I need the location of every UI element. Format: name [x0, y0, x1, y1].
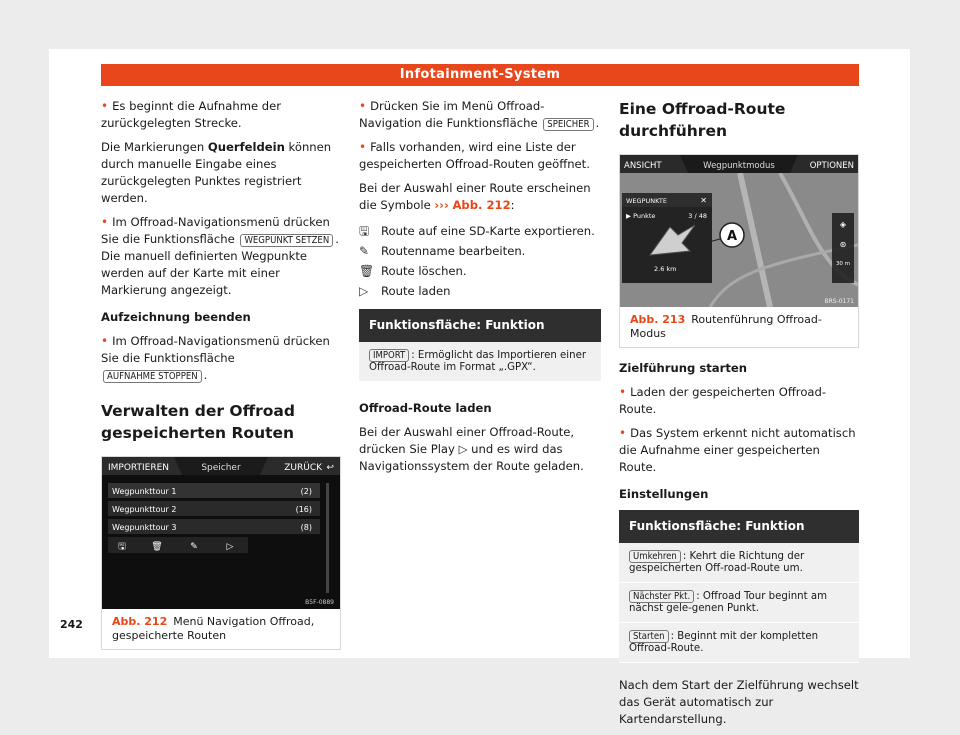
- bullet-icon: •: [619, 426, 627, 440]
- column-2: [359, 98, 601, 482]
- play-icon: ▷: [226, 542, 234, 552]
- zoom-icon: ◈: [839, 220, 847, 229]
- paragraph: • Das System erkennt nicht automatisch die Aufnahme einer gespeicherten Route.: [619, 426, 856, 474]
- paragraph: • Laden der gespeicherten Offroad-Route.: [619, 385, 827, 416]
- figure-code: B5F-0889: [305, 599, 334, 606]
- bullet-icon: •: [359, 140, 367, 154]
- table-row: IMPORT : Ermöglicht das Importieren einer Offroad-Route im Format „.GPX“.: [359, 342, 601, 382]
- table-header: Funktionsfläche: Funktion: [359, 309, 601, 342]
- function-button-label: WEGPUNKT SETZEN: [240, 234, 333, 247]
- page-header: Infotainment-System: [101, 64, 859, 86]
- paragraph: Nach dem Start der Zielführung wechselt das Gerät automatisch zur Kartendarstellung.: [619, 678, 859, 726]
- panel-count: 3 / 48: [688, 212, 707, 220]
- compass-icon: ⊛: [839, 240, 847, 249]
- save-icon: 🖫: [359, 223, 370, 238]
- svg-text:(8): (8): [300, 523, 312, 532]
- tab-import: IMPORTIEREN: [108, 463, 170, 473]
- back-arrow-icon: ↩: [326, 463, 334, 473]
- pencil-icon: ✎: [190, 542, 198, 552]
- route-row: Wegpunkttour 3: [112, 523, 177, 532]
- paragraph: Die Markierungen Querfeldein können durch manuelle Eingabe eines zurückgelegten Punktes registriert werden.: [101, 140, 332, 205]
- subheading: Offroad-Route laden: [359, 401, 492, 415]
- symbol-row: ▷ Route laden: [359, 283, 451, 298]
- symbol-row: ✎ Routenname bearbeiten.: [359, 243, 526, 258]
- panel-title: WEGPUNKTE: [626, 197, 667, 205]
- subheading: Aufzeichnung beenden: [101, 310, 251, 324]
- function-table: [359, 309, 601, 382]
- function-button-label: AUFNAHME STOPPEN: [103, 370, 202, 383]
- svg-text:(16): (16): [295, 505, 312, 514]
- table-row: Umkehren : Kehrt die Richtung der gespeicherten Off-road-Route um.: [619, 543, 859, 583]
- figure-caption: Abb. 212 Menü Navigation Offroad, gespeicherte Routen: [112, 615, 315, 642]
- tab-options: OPTIONEN: [809, 161, 854, 171]
- scale-readout: 30 m: [835, 261, 851, 267]
- paragraph: • Im Offroad-Navigationsmenü drücken Sie die Funktionsfläche WEGPUNKT SETZEN . Die manuell definierten Wegpunkte werden auf der Karte mit einer Markierung angezeigt.: [101, 215, 339, 297]
- paragraph: • Im Offroad-Navigationsmenü drücken Sie die Funktionsfläche AUFNAHME STOPPEN .: [101, 334, 330, 382]
- figure-213-image: [620, 155, 858, 307]
- figure-reference[interactable]: Abb. 212: [452, 198, 511, 212]
- section-title: Verwalten der Offroad gespeicherten Routen: [101, 402, 295, 442]
- play-icon: ▷: [359, 283, 369, 298]
- close-icon: ✕: [700, 196, 707, 205]
- pencil-icon: ✎: [359, 243, 370, 258]
- bullet-icon: •: [101, 334, 109, 348]
- figure-212: [101, 456, 341, 650]
- symbol-row: 🖫 Route auf eine SD-Karte exportieren.: [359, 223, 595, 238]
- subheading: Einstellungen: [619, 487, 709, 501]
- figure-caption: Abb. 213 Routenführung Offroad-Modus: [630, 313, 822, 340]
- figure-212-image: [102, 457, 340, 609]
- paragraph: • Falls vorhanden, wird eine Liste der gespeicherten Offroad-Routen geöffnet.: [359, 140, 590, 171]
- panel-label: ▶ Punkte: [626, 212, 656, 220]
- route-row: Wegpunkttour 2: [112, 505, 177, 514]
- table-row: Nächster Pkt. : Offroad Tour beginnt am nächst gele-genen Punkt.: [619, 583, 859, 623]
- tab-view: ANSICHT: [624, 161, 662, 171]
- subheading: Zielführung starten: [619, 361, 747, 375]
- column-3: [619, 98, 859, 735]
- bullet-icon: •: [101, 215, 109, 229]
- figure-code: BRS-0171: [824, 298, 854, 305]
- bullet-icon: •: [101, 99, 109, 113]
- function-table: [619, 510, 859, 663]
- svg-text:(2): (2): [300, 487, 312, 496]
- paragraph: Bei der Auswahl einer Offroad-Route, drücken Sie Play ▷ und es wird das Navigationssystem der Route geladen.: [359, 425, 584, 473]
- bullet-icon: •: [359, 99, 367, 113]
- play-icon: ▷: [458, 442, 468, 456]
- function-button-label: SPEICHER: [543, 118, 593, 131]
- paragraph: • Drücken Sie im Menü Offroad-Navigation die Funktionsfläche SPEICHER .: [359, 99, 600, 130]
- save-icon: 🖫: [118, 542, 126, 552]
- trash-icon: 🗑: [151, 542, 163, 552]
- marker-label: A: [726, 229, 738, 244]
- paragraph: • Es beginnt die Aufnahme der zurückgelegten Strecke.: [101, 99, 282, 130]
- screen-title: Speicher: [201, 463, 241, 473]
- route-row: Wegpunkttour 1: [112, 487, 177, 496]
- table-header: Funktionsfläche: Funktion: [619, 510, 859, 543]
- column-1: [101, 98, 341, 650]
- section-title: Eine Offroad-Route durchführen: [619, 100, 786, 140]
- tab-back: ZURÜCK: [284, 463, 322, 473]
- table-row: Starten : Beginnt mit der kompletten Offroad-Route.: [619, 623, 859, 663]
- distance-readout: 2.6 km: [654, 265, 677, 273]
- screen-title: Wegpunktmodus: [703, 161, 775, 171]
- symbol-row: 🗑 Route löschen.: [359, 263, 467, 278]
- bullet-icon: •: [619, 385, 627, 399]
- trash-icon: 🗑: [359, 263, 375, 278]
- page-number: 242: [60, 618, 83, 631]
- paragraph: Bei der Auswahl einer Route erscheinen die Symbole ››› Abb. 212:: [359, 181, 591, 212]
- figure-213: [619, 154, 859, 348]
